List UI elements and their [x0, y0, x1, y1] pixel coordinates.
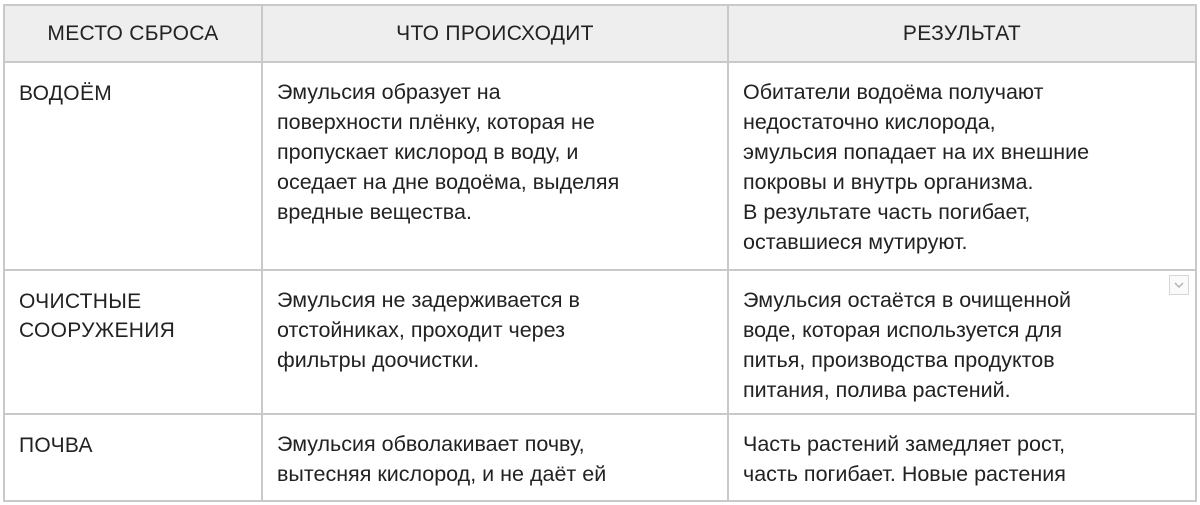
text-line: фильтры доочистки.	[277, 348, 480, 372]
chevron-down-icon	[1170, 276, 1188, 294]
result-cell	[728, 414, 1196, 501]
text-line: вредные вещества.	[277, 200, 472, 224]
place-cell	[4, 62, 262, 270]
cell-dropdown-button[interactable]	[1169, 275, 1189, 295]
table-row	[4, 62, 1196, 270]
text-line: Часть растений замедляет рост,	[743, 432, 1066, 456]
text-line: вытесняя кислород, и не даёт ей	[277, 462, 607, 486]
text-line: оставшиеся мутируют.	[743, 230, 968, 254]
text-line: эмульсия попадает на их внешние	[743, 140, 1090, 164]
text-line: СООРУЖЕНИЯ	[19, 319, 176, 342]
place-cell	[4, 270, 262, 414]
header-cell-result: РЕЗУЛЬТАТ	[728, 5, 1196, 62]
result-cell	[728, 62, 1196, 270]
text-line: питья, производства продуктов	[743, 348, 1055, 372]
happens-cell	[262, 62, 728, 270]
text-line: недостаточно кислорода,	[743, 110, 996, 134]
table-header-row	[4, 5, 1196, 62]
header-cell-happens: ЧТО ПРОИСХОДИТ	[262, 5, 728, 62]
text-line: воде, которая используется для	[743, 318, 1063, 342]
text-line: питания, полива растений.	[743, 378, 1011, 402]
text-line: ОЧИСТНЫЕ	[19, 290, 142, 313]
text-line: Эмульсия не задерживается в	[277, 288, 580, 312]
table-row	[4, 414, 1196, 501]
text-line: оседает на дне водоёма, выделяя	[277, 170, 620, 194]
text-line: отстойниках, проходит через	[277, 318, 565, 342]
text-line: ВОДОЁМ	[19, 82, 113, 105]
text-line: Обитатели водоёма получают	[743, 80, 1044, 104]
happens-cell	[262, 270, 728, 414]
text-line: пропускает кислород в воду, и	[277, 140, 579, 164]
result-cell	[728, 270, 1196, 414]
happens-cell	[262, 414, 728, 501]
text-line: поверхности плёнку, которая не	[277, 110, 595, 134]
text-line: ПОЧВА	[19, 434, 93, 457]
table-row	[4, 270, 1196, 414]
place-cell	[4, 414, 262, 501]
header-cell-place: МЕСТО СБРОСА	[4, 5, 262, 62]
text-line: Эмульсия обволакивает почву,	[277, 432, 585, 456]
data-table	[3, 4, 1197, 502]
text-line: часть погибает. Новые растения	[743, 462, 1066, 486]
text-line: В результате часть погибает,	[743, 200, 1031, 224]
text-line: покровы и внутрь организма.	[743, 170, 1034, 194]
text-line: Эмульсия остаётся в очищенной	[743, 288, 1072, 312]
text-line: Эмульсия образует на	[277, 80, 501, 104]
